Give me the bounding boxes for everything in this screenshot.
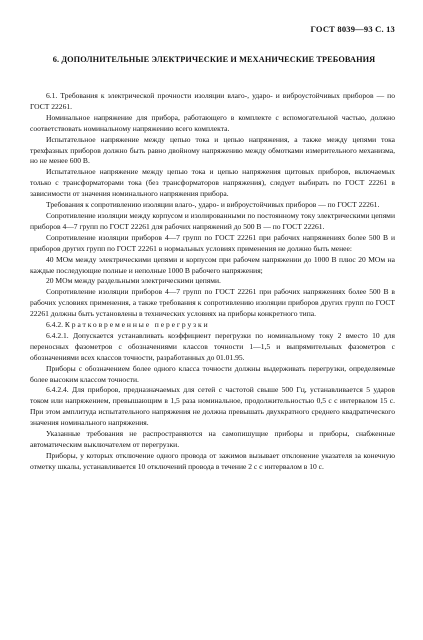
paragraph: Приборы с обозначением более одного класса точности должны выдерживать перегрузки, определяемые более высоким классом точности. [30,363,395,384]
paragraph: 6.1. Требования к электрической прочности изоляции влаго-, ударо- и виброустойчивых приборов — по ГОСТ 22261. [30,91,395,111]
paragraph: 40 МОм между электрическими цепями и корпусом при рабочем напряжении до 1000 В плюс 20 МОм на каждые последующие полные и неполные 1000 В рабочего напряжения; [30,254,395,275]
paragraph: Указанные требования не распространяются на самопишущие приборы и приборы, снабженные автоматическим выключателем от перегрузки. [30,429,395,449]
section-title: 6. ДОПОЛНИТЕЛЬНЫЕ ЭЛЕКТРИЧЕСКИЕ И МЕХАНИЧЕСКИЕ ТРЕБОВАНИЯ [52,55,376,64]
paragraph: Номинальное напряжение для прибора, работающего в комплекте с вспомогательной частью, должно соответствовать номинальному напряжению всего комплекта. [30,112,395,133]
paragraph: Сопротивление изоляции приборов 4—7 групп по ГОСТ 22261 при рабочих напряжениях более 500 В в рабочих условиях применения, а также требования к сопротивлению изоляции приборов других групп по ГОСТ 22261 должны быть установлены в технических условиях на приборы конкретного типа. [30,287,395,319]
paragraph: Испытательное напряжение между цепью тока и цепью напряжения, а также между цепями тока трехфазных приборов должно быть равно двойному напряжению между обмотками измерительного механизма, но не менее 600 В. [30,134,395,166]
paragraph: 20 МОм между раздельными электрическими цепями. [46,276,221,286]
paragraph: 6.4.2.4. Для приборов, предназначаемых для сетей с частотой свыше 500 Гц, устанавливается 5 ударов током или напряжением, превышающим в 1,5 раза номинальное, продолжительностью 0,5 с с интервалом 15 с. При этом амплитуда испытательного напряжения не должна превышать двухкратного среднего квадратического значения номинального напряжения. [30,385,395,428]
paragraph: Сопротивление изоляции между корпусом и изолированными по постоянному току электрическими цепями приборов 4—7 групп по ГОСТ 22261 для рабочих напряжений до 500 В — по ГОСТ 22261. [30,210,395,231]
subsection-number: 6.4.2. [46,320,63,330]
subsection-label: Кратковременные перегрузки [64,320,210,330]
section-body [30,91,395,473]
page-header: ГОСТ 8039—93 С. 13 [310,24,395,34]
subsection-heading [30,320,395,331]
paragraph: Испытательное напряжение между цепью тока и цепью напряжения щитовых приборов, включаемых только с трансформаторами тока (без трансформаторов напряжения), следует выбирать по ГОСТ 22261 в зависимости от значения номинального напряжения прибора. [30,167,395,199]
paragraph: Приборы, у которых отключение одного провода от зажимов вызывает отклонение указателя за конечную отметку шкалы, устанавливается 10 отключений провода в течение 2 с с интервалом в 10 с. [30,450,395,471]
paragraph: Требования к сопротивлению изоляции влаго-, ударо- и виброустойчивых приборов — по ГОСТ 22261. [46,200,380,210]
paragraph: Сопротивление изоляции приборов 4—7 групп по ГОСТ 22261 при рабочих напряжениях более 500 В и приборов других групп по ГОСТ 22261 в нормальных условиях применения не должно быть менее: [30,232,395,253]
paragraph: 6.4.2.1. Допускается устанавливать коэффициент перегрузки по номинальному току 2 вместо 10 для переносных фазометров с обозначениями классов точности 1—1,5 и выпрямительных фазометров с обозначениями всех классов точности, разработанных до 01.01.95. [30,330,395,362]
